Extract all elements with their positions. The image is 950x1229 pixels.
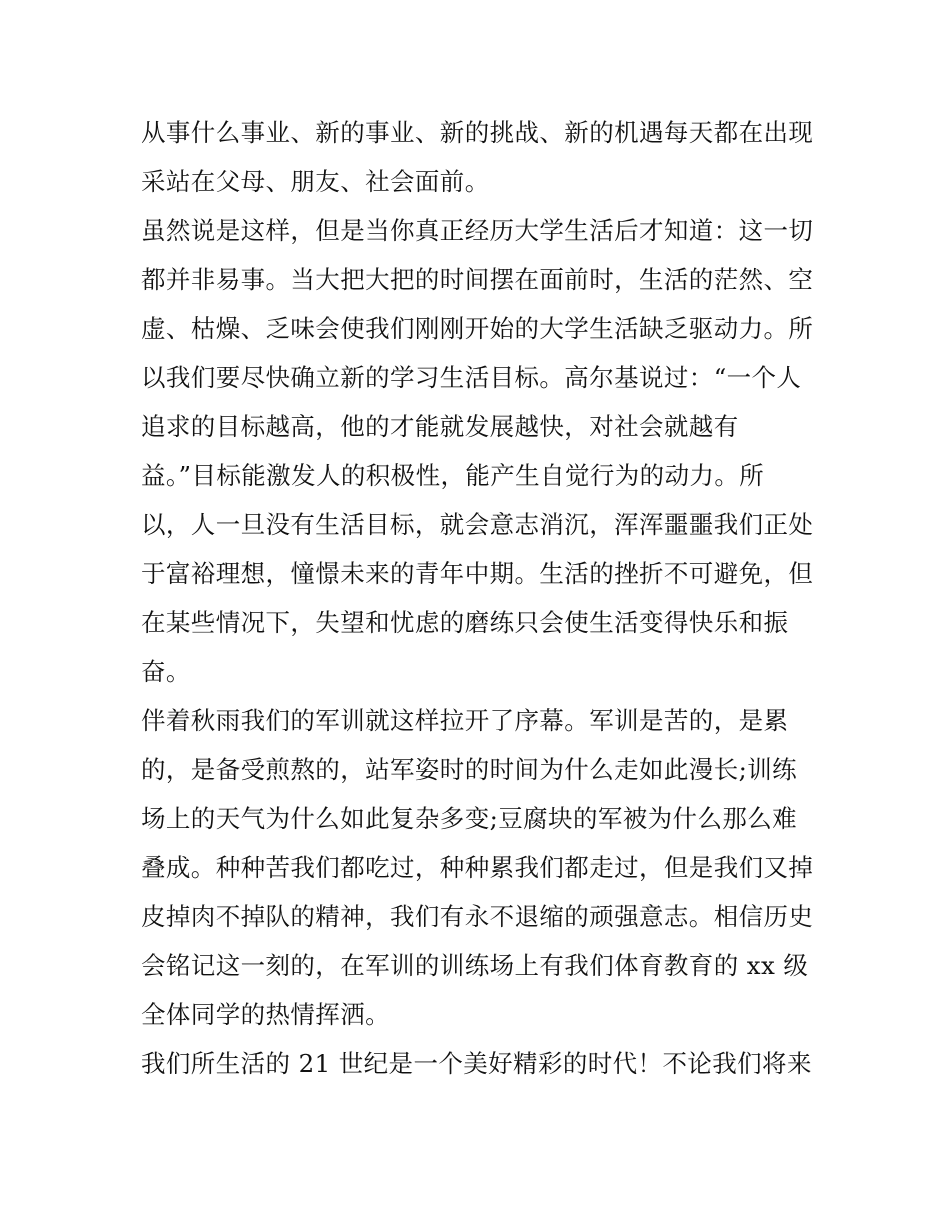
text-line: 采站在父母、朋友、社会面前。 xyxy=(141,167,490,196)
text-line: 于富裕理想，憧憬未来的青年中期。生活的挫折不可避免，但 xyxy=(141,559,814,588)
text-line: 会铭记这一刻的，在军训的训练场上有我们体育教育的 xx 级 xyxy=(141,951,809,980)
text-line: 在某些情况下，失望和忧虑的磨练只会使生活变得快乐和振 xyxy=(141,608,789,637)
text-line: 皮掉肉不掉队的精神，我们有永不退缩的顽强意志。相信历史 xyxy=(141,902,814,931)
text-line: 我们所生活的 21 世纪是一个美好精彩的时代！不论我们将来 xyxy=(141,1049,812,1078)
text-line: 的，是备受煎熬的，站军姿时的时间为什么走如此漫长;训练 xyxy=(141,755,798,784)
document-body xyxy=(141,108,821,1088)
text-line: 奋。 xyxy=(141,657,191,686)
text-line: 虽然说是这样，但是当你真正经历大学生活后才知道：这一切 xyxy=(141,216,814,245)
text-line: 都并非易事。当大把大把的时间摆在面前时，生活的茫然、空 xyxy=(141,265,814,294)
text-line: 追求的目标越高，他的才能就发展越快，对社会就越有 xyxy=(141,412,739,441)
text-line: 叠成。种种苦我们都吃过，种种累我们都走过，但是我们又掉 xyxy=(141,853,814,882)
text-line: 益。”目标能激发人的积极性，能产生自觉行为的动力。所 xyxy=(141,461,765,490)
text-line: 场上的天气为什么如此复杂多变;豆腐块的军被为什么那么难 xyxy=(141,804,798,833)
text-line: 以我们要尽快确立新的学习生活目标。高尔基说过：“一个人 xyxy=(141,363,802,392)
text-line: 以，人一旦没有生活目标，就会意志消沉，浑浑噩噩我们正处 xyxy=(141,510,814,539)
text-line: 从事什么事业、新的事业、新的挑战、新的机遇每天都在出现 xyxy=(141,118,814,147)
text-line: 虚、枯燥、乏味会使我们刚刚开始的大学生活缺乏驱动力。所 xyxy=(141,314,814,343)
text-line: 伴着秋雨我们的军训就这样拉开了序幕。军训是苦的，是累 xyxy=(141,706,789,735)
text-line: 全体同学的热情挥洒。 xyxy=(141,1000,390,1029)
